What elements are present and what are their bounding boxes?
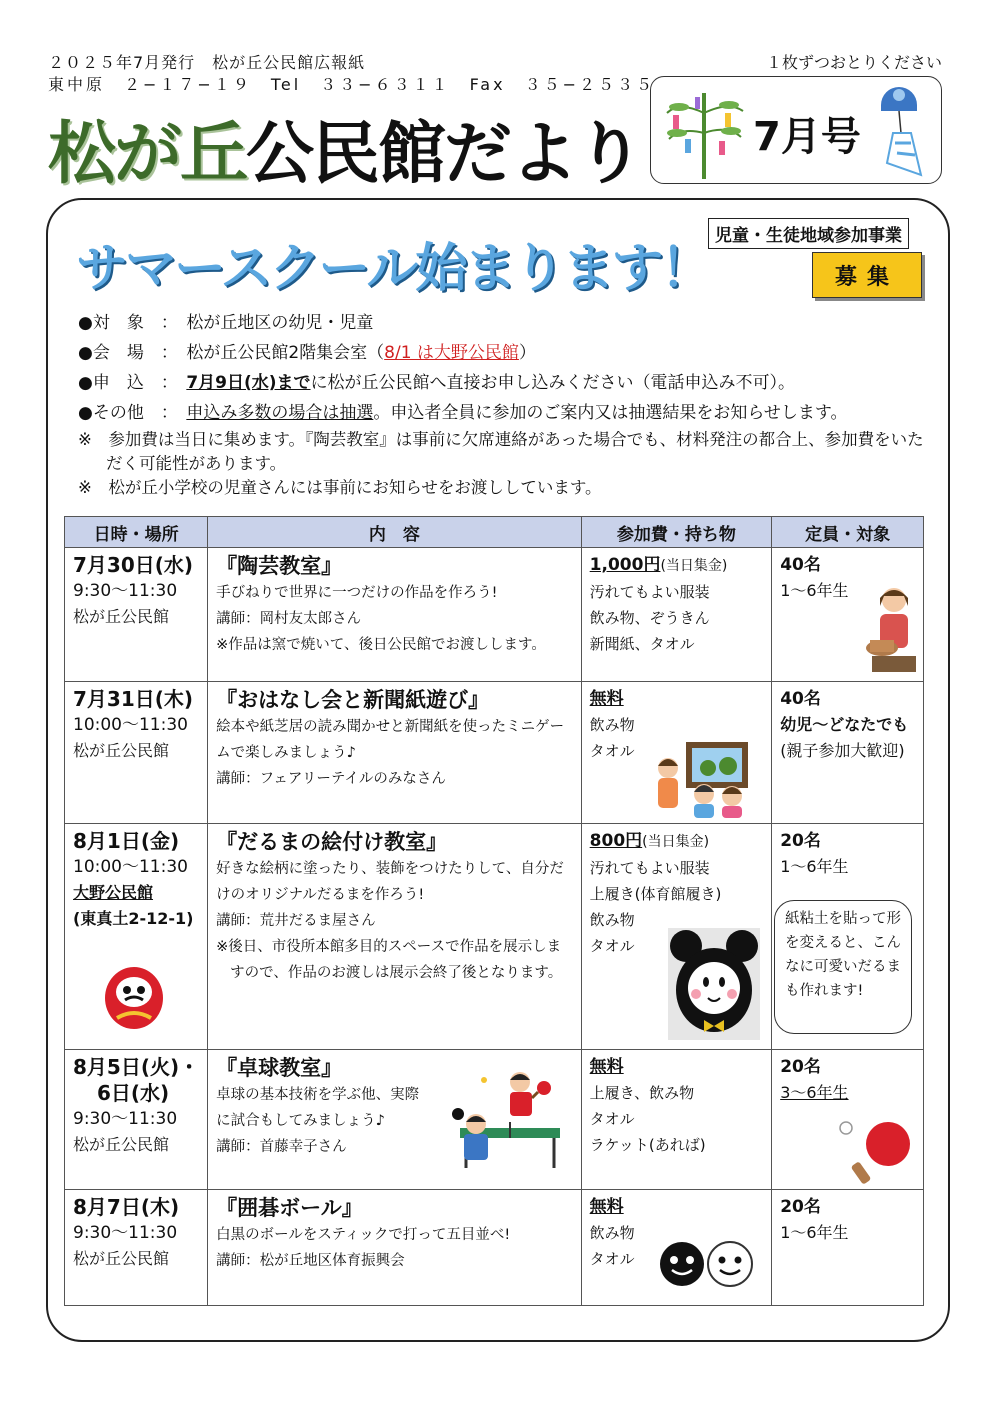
event-date: 8月5日(火)・ <box>73 1055 200 1079</box>
cell-content <box>208 682 582 824</box>
event-headline: サマースクール始まります！ <box>76 239 710 299</box>
info-venue-close: ） <box>518 343 536 363</box>
event-time: 9:30〜11:30 <box>73 1223 178 1243</box>
event-date: 7月31日(木) <box>73 687 194 711</box>
info-other: ●その他 ： 申込み多数の場合は抽選。申込者全員に参加のご案内又は抽選結果をお知らせします。 <box>78 403 848 423</box>
ping-pong-paddle-icon <box>838 1118 918 1184</box>
event-panel <box>46 198 950 1342</box>
tanabata-bamboo-icon <box>659 83 749 179</box>
cell-datetime <box>65 1190 208 1306</box>
info-apply: ●申 込 ： 7月9日(水)までに松が丘公民館へ直接お申し込みください（電話申込み不可）。 <box>78 373 796 393</box>
fee-amount: 1,000円 <box>589 555 661 575</box>
daruma-icon <box>103 964 165 1030</box>
event-instructor: 講師：フェアリーテイルのみなさん <box>216 771 446 787</box>
info-target-label: ●対 象 <box>78 313 144 333</box>
cell-capacity <box>772 1190 924 1306</box>
event-title: 『おはなし会と新聞紙遊び』 <box>216 688 490 712</box>
header-content: 内 容 <box>208 517 582 548</box>
cell-content <box>208 824 582 1050</box>
fee-line <box>590 1054 764 1080</box>
event-title: 『陶芸教室』 <box>216 554 343 578</box>
cell-fee <box>581 1050 772 1190</box>
info-apply-label: ●申 込 <box>78 373 144 393</box>
fee-amount: 無料 <box>589 1197 624 1217</box>
event-place: 大野公民館 <box>73 883 154 902</box>
event-instructor: 講師：荒井だるま屋さん <box>216 913 376 929</box>
masthead-title <box>48 100 642 197</box>
issue-line: ２０２５年7月発行 松が丘公民館広報紙 <box>48 53 366 72</box>
speech-bubble: 紙粘土を貼って形を変えると、こんなに可愛いだるまも作れます! <box>774 900 912 1034</box>
info-venue: ●会 場 ： 松が丘公民館2階集会室（8/1 は大野公民館） <box>78 343 536 363</box>
info-target-value: 松が丘地区の幼児・児童 <box>186 313 374 333</box>
capacity: 20名 <box>780 831 821 851</box>
program-type-label: 児童・生徒地域参加事業 <box>708 218 909 249</box>
cell-content <box>208 1050 582 1190</box>
event-place: 松が丘公民館 <box>73 1135 170 1154</box>
target-note: (親子参加大歓迎) <box>780 741 905 760</box>
masthead-place: 松が丘 <box>48 115 247 194</box>
cell-datetime <box>65 548 208 682</box>
event-title: 『囲碁ボール』 <box>216 1196 363 1220</box>
event-time: 9:30〜11:30 <box>73 1109 178 1129</box>
bring-item: 汚れてもよい服装 <box>589 859 710 877</box>
target-grade: 3〜6年生 <box>780 1083 849 1102</box>
event-desc: 絵本や紙芝居の読み聞かせと新聞紙を使ったミニゲームで楽しみましょう♪ <box>216 719 565 761</box>
month-box <box>650 76 942 184</box>
table-row <box>65 548 924 682</box>
fee-line <box>590 828 764 855</box>
bring-item: 飲み物 <box>589 911 635 929</box>
event-instructor: 講師：松が丘地区体育振興会 <box>216 1253 405 1269</box>
event-instructor: 講師：岡村友太郎さん <box>216 611 362 627</box>
bring-item: 汚れてもよい服装 <box>589 583 710 601</box>
info-venue-value: 松が丘公民館2階集会室（ <box>186 343 385 363</box>
event-note: ※後日、市役所本館多目的スペースで作品を展示しますので、作品のお渡しは展示会終了後となります。 <box>216 939 563 981</box>
bring-item: 飲み物 <box>589 1224 635 1242</box>
cell-fee <box>581 548 772 682</box>
info-apply-rest: に松が丘公民館へ直接お申し込みください（電話申込み不可）。 <box>310 373 796 393</box>
cell-capacity <box>772 682 924 824</box>
cell-fee <box>581 682 772 824</box>
bring-item: 新聞紙、タオル <box>589 635 695 653</box>
table-row <box>65 1190 924 1306</box>
fee-note: (当日集金) <box>642 834 710 850</box>
event-place-address: (東真土2-12-1) <box>73 909 194 928</box>
pottery-girl-icon <box>862 584 924 676</box>
event-desc: 好きな絵柄に塗ったり、装飾をつけたりして、自分だけのオリジナルだるまを作ろう! <box>216 861 564 903</box>
bring-item: 上履き、飲み物 <box>589 1084 695 1102</box>
bring-item: ラケット(あれば) <box>589 1136 706 1154</box>
event-date: 8月7日(木) <box>73 1195 180 1219</box>
fee-line <box>590 1194 764 1220</box>
target-grade: 1〜6年生 <box>780 857 849 876</box>
header-datetime: 日時・場所 <box>65 517 208 548</box>
capacity: 20名 <box>780 1057 821 1077</box>
table-row <box>65 682 924 824</box>
cell-datetime <box>65 1050 208 1190</box>
bring-item: 飲み物、ぞうきん <box>589 609 710 627</box>
event-time: 10:00〜11:30 <box>73 715 188 735</box>
capacity: 40名 <box>780 689 821 709</box>
info-venue-label: ●会 場 <box>78 343 144 363</box>
cell-datetime <box>65 824 208 1050</box>
fee-amount: 800円 <box>589 831 643 851</box>
fee-line <box>590 686 764 712</box>
event-desc: 卓球の基本技術を学ぶ他、実際に試合もしてみましょう♪ <box>216 1087 420 1129</box>
storytelling-kids-icon <box>652 738 752 818</box>
recruit-badge: 募集 <box>812 252 922 298</box>
take-one-notice: １枚ずつおとりください <box>765 53 942 72</box>
event-place: 松が丘公民館 <box>73 741 170 760</box>
cell-fee <box>581 824 772 1050</box>
info-venue-exception: 8/1 は大野公民館 <box>384 343 519 363</box>
event-note: ※作品は窯で焼いて、後日公民館でお渡しします。 <box>216 637 546 653</box>
bring-item: 飲み物 <box>589 716 635 734</box>
fee-line <box>590 552 764 579</box>
target-grade: 1〜6年生 <box>780 1223 849 1242</box>
event-desc: 手びねりで世界に一つだけの作品を作ろう! <box>216 585 498 601</box>
cell-content <box>208 1190 582 1306</box>
fee-note: (当日集金) <box>660 558 728 574</box>
fee-amount: 無料 <box>589 1057 624 1077</box>
cell-capacity <box>772 1050 924 1190</box>
info-other-rest: 。申込者全員に参加のご案内又は抽選結果をお知らせします。 <box>373 403 848 423</box>
event-place: 松が丘公民館 <box>73 607 170 626</box>
capacity: 20名 <box>780 1197 821 1217</box>
event-desc: 白黒のボールをスティックで打って五目並べ! <box>216 1227 511 1243</box>
event-time: 10:00〜11:30 <box>73 857 188 877</box>
address-line: 東中原 ２−１７−１９ Tel ３３−６３１１ Fax ３５−２５３５ <box>48 75 655 94</box>
fee-amount: 無料 <box>589 689 624 709</box>
go-balls-icon <box>656 1234 756 1294</box>
info-other-label: ●その他 <box>78 403 144 423</box>
table-row <box>65 1050 924 1190</box>
header-fee: 参加費・持ち物 <box>581 517 772 548</box>
event-date: 7月30日(水) <box>73 553 194 577</box>
bring-item: 上履き(体育館履き) <box>589 885 722 903</box>
event-place: 松が丘公民館 <box>73 1249 170 1268</box>
cell-fee <box>581 1190 772 1306</box>
cell-content <box>208 548 582 682</box>
header-capacity: 定員・対象 <box>772 517 924 548</box>
info-target: ●対 象 ： 松が丘地区の幼児・児童 <box>78 313 374 333</box>
event-title: 『卓球教室』 <box>216 1056 343 1080</box>
event-time: 9:30〜11:30 <box>73 581 178 601</box>
wind-chime-icon <box>871 83 935 179</box>
mouse-daruma-photo <box>668 928 760 1040</box>
cell-capacity <box>772 548 924 682</box>
info-apply-deadline: 7月9日(水)まで <box>186 373 311 393</box>
target-grade: 幼児〜どなたでも <box>780 715 909 734</box>
event-title: 『だるまの絵付け教室』 <box>216 830 448 854</box>
note-school: ※ 松が丘小学校の児童さんには事前にお知らせをお渡ししています。 <box>78 478 602 497</box>
bring-item: タオル <box>589 1250 635 1268</box>
cell-datetime <box>65 682 208 824</box>
event-date: 8月1日(金) <box>73 829 180 853</box>
target-grade: 1〜6年生 <box>780 581 849 600</box>
month-label: 7月号 <box>753 114 861 160</box>
info-other-lottery: 申込み多数の場合は抽選 <box>186 403 374 423</box>
note-fee: ※ 参加費は当日に集めます。『陶芸教室』は事前に欠席連絡があった場合でも、材料発注の都合上、参加費をいただく可能性があります。 <box>78 430 924 473</box>
masthead-name: 公民館だより <box>246 115 643 194</box>
table-header-row <box>65 517 924 548</box>
capacity: 40名 <box>780 555 821 575</box>
bring-item: タオル <box>589 742 635 760</box>
table-tennis-icon <box>450 1068 564 1178</box>
event-instructor: 講師：首藤幸子さん <box>216 1139 347 1155</box>
event-date-2: 6日(水) <box>97 1081 170 1105</box>
bring-item: タオル <box>589 1110 635 1128</box>
bring-item: タオル <box>589 937 635 955</box>
event-info <box>78 308 938 500</box>
